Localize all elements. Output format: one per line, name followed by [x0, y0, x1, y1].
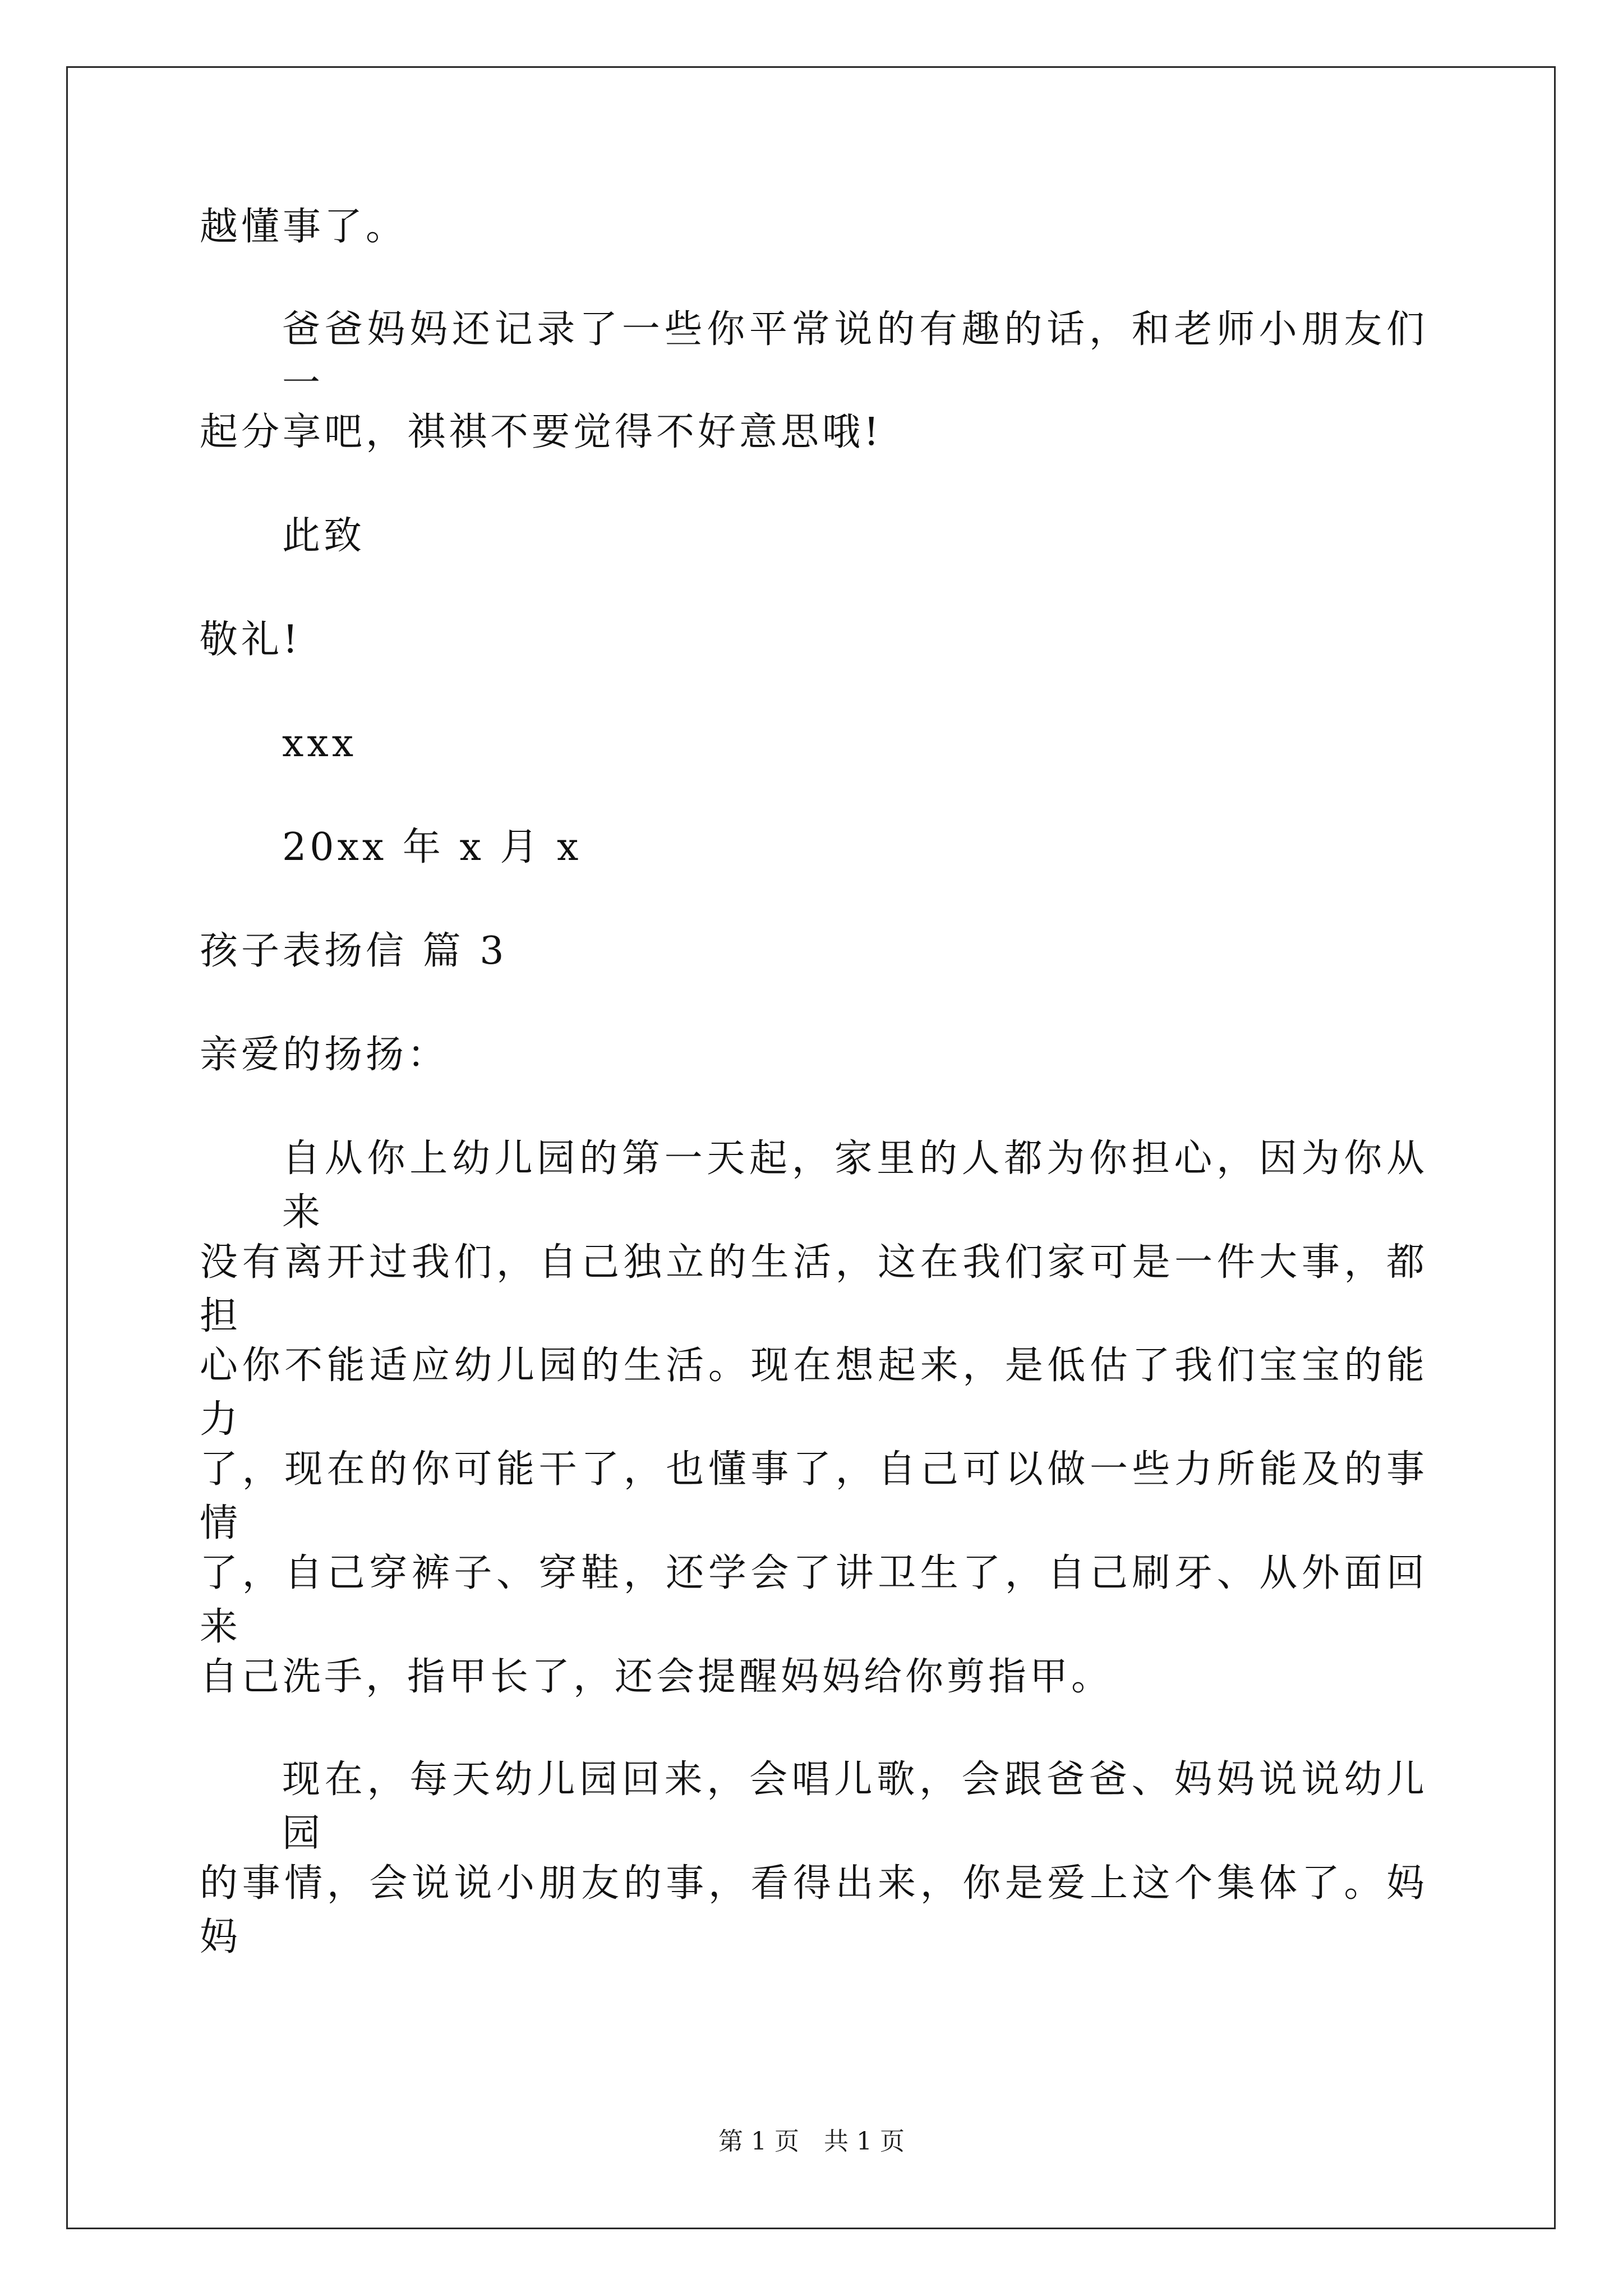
text-line-11: 没有离开过我们，自己独立的生活，这在我们家可是一件大事，都担 [200, 1240, 1428, 1338]
text-line-2: 爸爸妈妈还记录了一些你平常说的有趣的话，和老师小朋友们一 [282, 307, 1428, 406]
text-line-13: 了，现在的你可能干了，也懂事了，自己可以做一些力所能及的事情 [200, 1447, 1428, 1545]
text-line-12: 心你不能适应幼儿园的生活。现在想起来，是低估了我们宝宝的能力 [200, 1343, 1428, 1442]
text-line-17: 的事情，会说说小朋友的事，看得出来，你是爱上这个集体了。妈妈 [200, 1861, 1428, 1959]
text-line-3: 起分享吧，祺祺不要觉得不好意思哦! [200, 410, 883, 454]
text-line-6: xxx [282, 721, 357, 766]
text-line-4: 此致 [282, 514, 366, 558]
text-line-10: 自从你上幼儿园的第一天起，家里的人都为你担心，因为你从来 [282, 1137, 1428, 1235]
text-line-5: 敬礼! [200, 618, 302, 662]
section-heading: 孩子表扬信 篇 3 [200, 929, 508, 973]
page-footer: 第 1 页 共 1 页 [718, 2127, 905, 2156]
text-line-9: 亲爱的扬扬： [200, 1033, 449, 1077]
text-line-1: 越懂事了。 [200, 205, 408, 249]
text-line-14: 了，自己穿裤子、穿鞋，还学会了讲卫生了，自己刷牙、从外面回来 [200, 1551, 1428, 1649]
text-line-16: 现在，每天幼儿园回来，会唱儿歌，会跟爸爸、妈妈说说幼儿园 [282, 1757, 1428, 1856]
text-line-15: 自己洗手，指甲长了，还会提醒妈妈给你剪指甲。 [200, 1655, 1113, 1699]
text-line-7: 20xx 年 x 月 x [282, 825, 582, 869]
